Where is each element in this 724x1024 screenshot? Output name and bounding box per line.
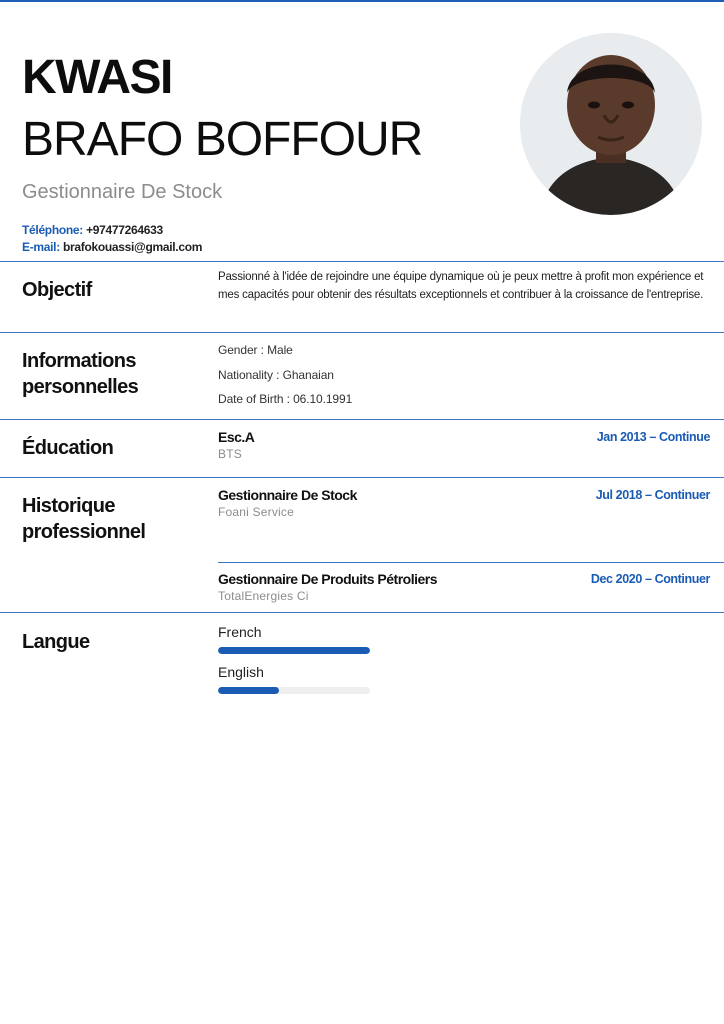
section-divider (0, 477, 724, 478)
person-portrait-icon (520, 33, 702, 215)
job-dates: Jul 2018 – Continuer (595, 488, 710, 502)
phone-label: Téléphone: (22, 223, 84, 237)
job-company: TotalEnergies Ci (218, 589, 309, 603)
language-name: French (218, 624, 262, 640)
education-heading: Éducation (22, 437, 114, 459)
first-name: KWASI (22, 51, 172, 104)
nationality-info: Nationality : Ghanaian (218, 368, 334, 382)
language-level-bar (218, 647, 370, 654)
last-name: BRAFO BOFFOUR (22, 113, 423, 166)
education-school: Esc.A (218, 429, 255, 445)
objective-text: Passionné à l'idée de rejoindre une équipe dynamique où je peux mettre à profit mon expérience et mes capacités pour obtenir des résultats exceptionnels et contribuer à la croissance de l'entreprise. (218, 271, 704, 301)
language-heading: Langue (22, 631, 90, 653)
phone-contact (22, 222, 163, 238)
email-label: E-mail: (22, 240, 60, 254)
language-name: English (218, 664, 264, 680)
experience-heading-line1: Historique (22, 495, 115, 517)
language-level-bar (218, 687, 370, 694)
section-divider (0, 612, 724, 613)
phone-value[interactable]: +97477264633 (86, 223, 163, 237)
section-divider (0, 261, 724, 262)
section-divider (0, 419, 724, 420)
job-title: Gestionnaire De Stock (22, 181, 223, 203)
experience-heading-line2: professionnel (22, 521, 146, 543)
entry-divider (218, 562, 724, 563)
section-divider (0, 332, 724, 333)
education-dates: Jan 2013 – Continue (596, 430, 710, 444)
resume-header (0, 0, 724, 262)
objective-heading: Objectif (22, 279, 92, 301)
language-level-fill (218, 647, 370, 654)
education-degree: BTS (218, 447, 242, 461)
job-company: Foani Service (218, 505, 294, 519)
dob-info: Date of Birth : 06.10.1991 (218, 392, 353, 406)
language-level-fill (218, 687, 279, 694)
personal-info-heading-line1: Informations (22, 350, 136, 372)
job-dates: Dec 2020 – Continuer (590, 572, 710, 586)
job-role: Gestionnaire De Stock (218, 487, 357, 503)
profile-photo (520, 33, 702, 215)
gender-info: Gender : Male (218, 343, 293, 357)
email-value[interactable]: brafokouassi@gmail.com (62, 240, 203, 254)
job-role: Gestionnaire De Produits Pétroliers (218, 571, 438, 587)
personal-info-heading-line2: personnelles (22, 376, 139, 398)
email-contact (22, 239, 202, 255)
